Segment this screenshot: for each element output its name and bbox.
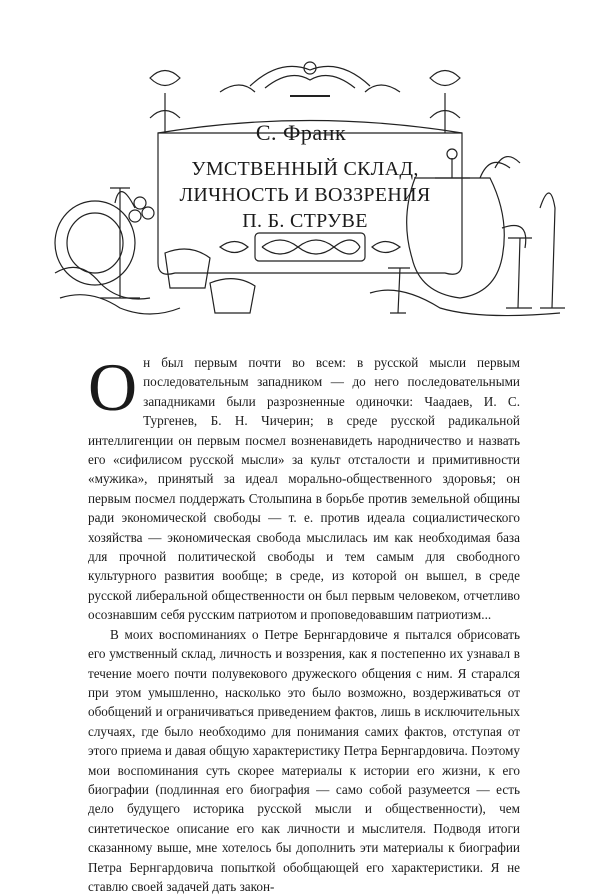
author-name: С. Франк bbox=[255, 120, 347, 145]
paragraph: В моих воспоминаниях о Петре Бернгардовиче я пытался обрисовать его умственный склад, личность и воззрения, как я постепенно их узнавал в течение моего почти полувекового дружеского общения с ним. Я старался при этом умышленно, насколько это было возможно, воздерживаться от обобщений и ограничиваться приведением фактов, лишь в исключительных случаях, где было необходимо для понимания самих фактов, отступая от этого приема и давая общую характеристику Петра Бернгардовича. Поэтому мои воспоминания суть скорее материалы к истории его жизни, к его биографии (подлинная его биография — само собой разумеется — есть дело будущего историка русской мысли и общественности), чем синтетическое описание его как личности и мыслителя. Подводя итоги сказанному выше, мне хотелось бы дополнить эти материалы к биографии Петра Бернгардовича попыткой обобщающей его характеристики. Я не ставлю своей задачей дать закон- bbox=[88, 626, 520, 894]
paragraph bbox=[88, 349, 520, 625]
bottom-knot-ornament bbox=[220, 233, 400, 261]
paragraph-text: н был первым почти во всем: в русской мысли первым последовательным западником — до него последовательными западниками были разрозненные одиночки: Чаадаев, И. С. Тургенев, Б. Н. Чичерин; в среде русской радикальной интеллигенции он первым посмел возненавидеть народничество и назвать его «сифилисом русской мысли» за культ отсталости и примитивности «мужика», принятый за идеал морально-общественного здоровья; он первым посмел поддержать Столыпина в борьбе против земельной общины ради экономической свободы — т. е. против идеала социалистического хозяйства — экономическая свобода мыслилась им как необходимая база для прочной политической свободы и тем самым для свободного культурного развития вообще; в среде, из которой он вышел, в среде русской либеральной общественности он был первым человеком, отчетливо осознавшим себя русским патриотом и проповедовавшим патриотизм... bbox=[88, 355, 520, 623]
drop-cap: О bbox=[88, 349, 138, 425]
article-title bbox=[160, 156, 450, 234]
title-line: УМСТВЕННЫЙ СКЛАД, bbox=[191, 158, 419, 180]
body-text bbox=[88, 349, 520, 896]
title-line: П. Б. СТРУВЕ bbox=[242, 210, 368, 232]
right-flourish bbox=[430, 71, 460, 134]
crest-ornament bbox=[220, 62, 400, 96]
title-line: ЛИЧНОСТЬ И ВОЗЗРЕНИЯ bbox=[179, 184, 431, 206]
